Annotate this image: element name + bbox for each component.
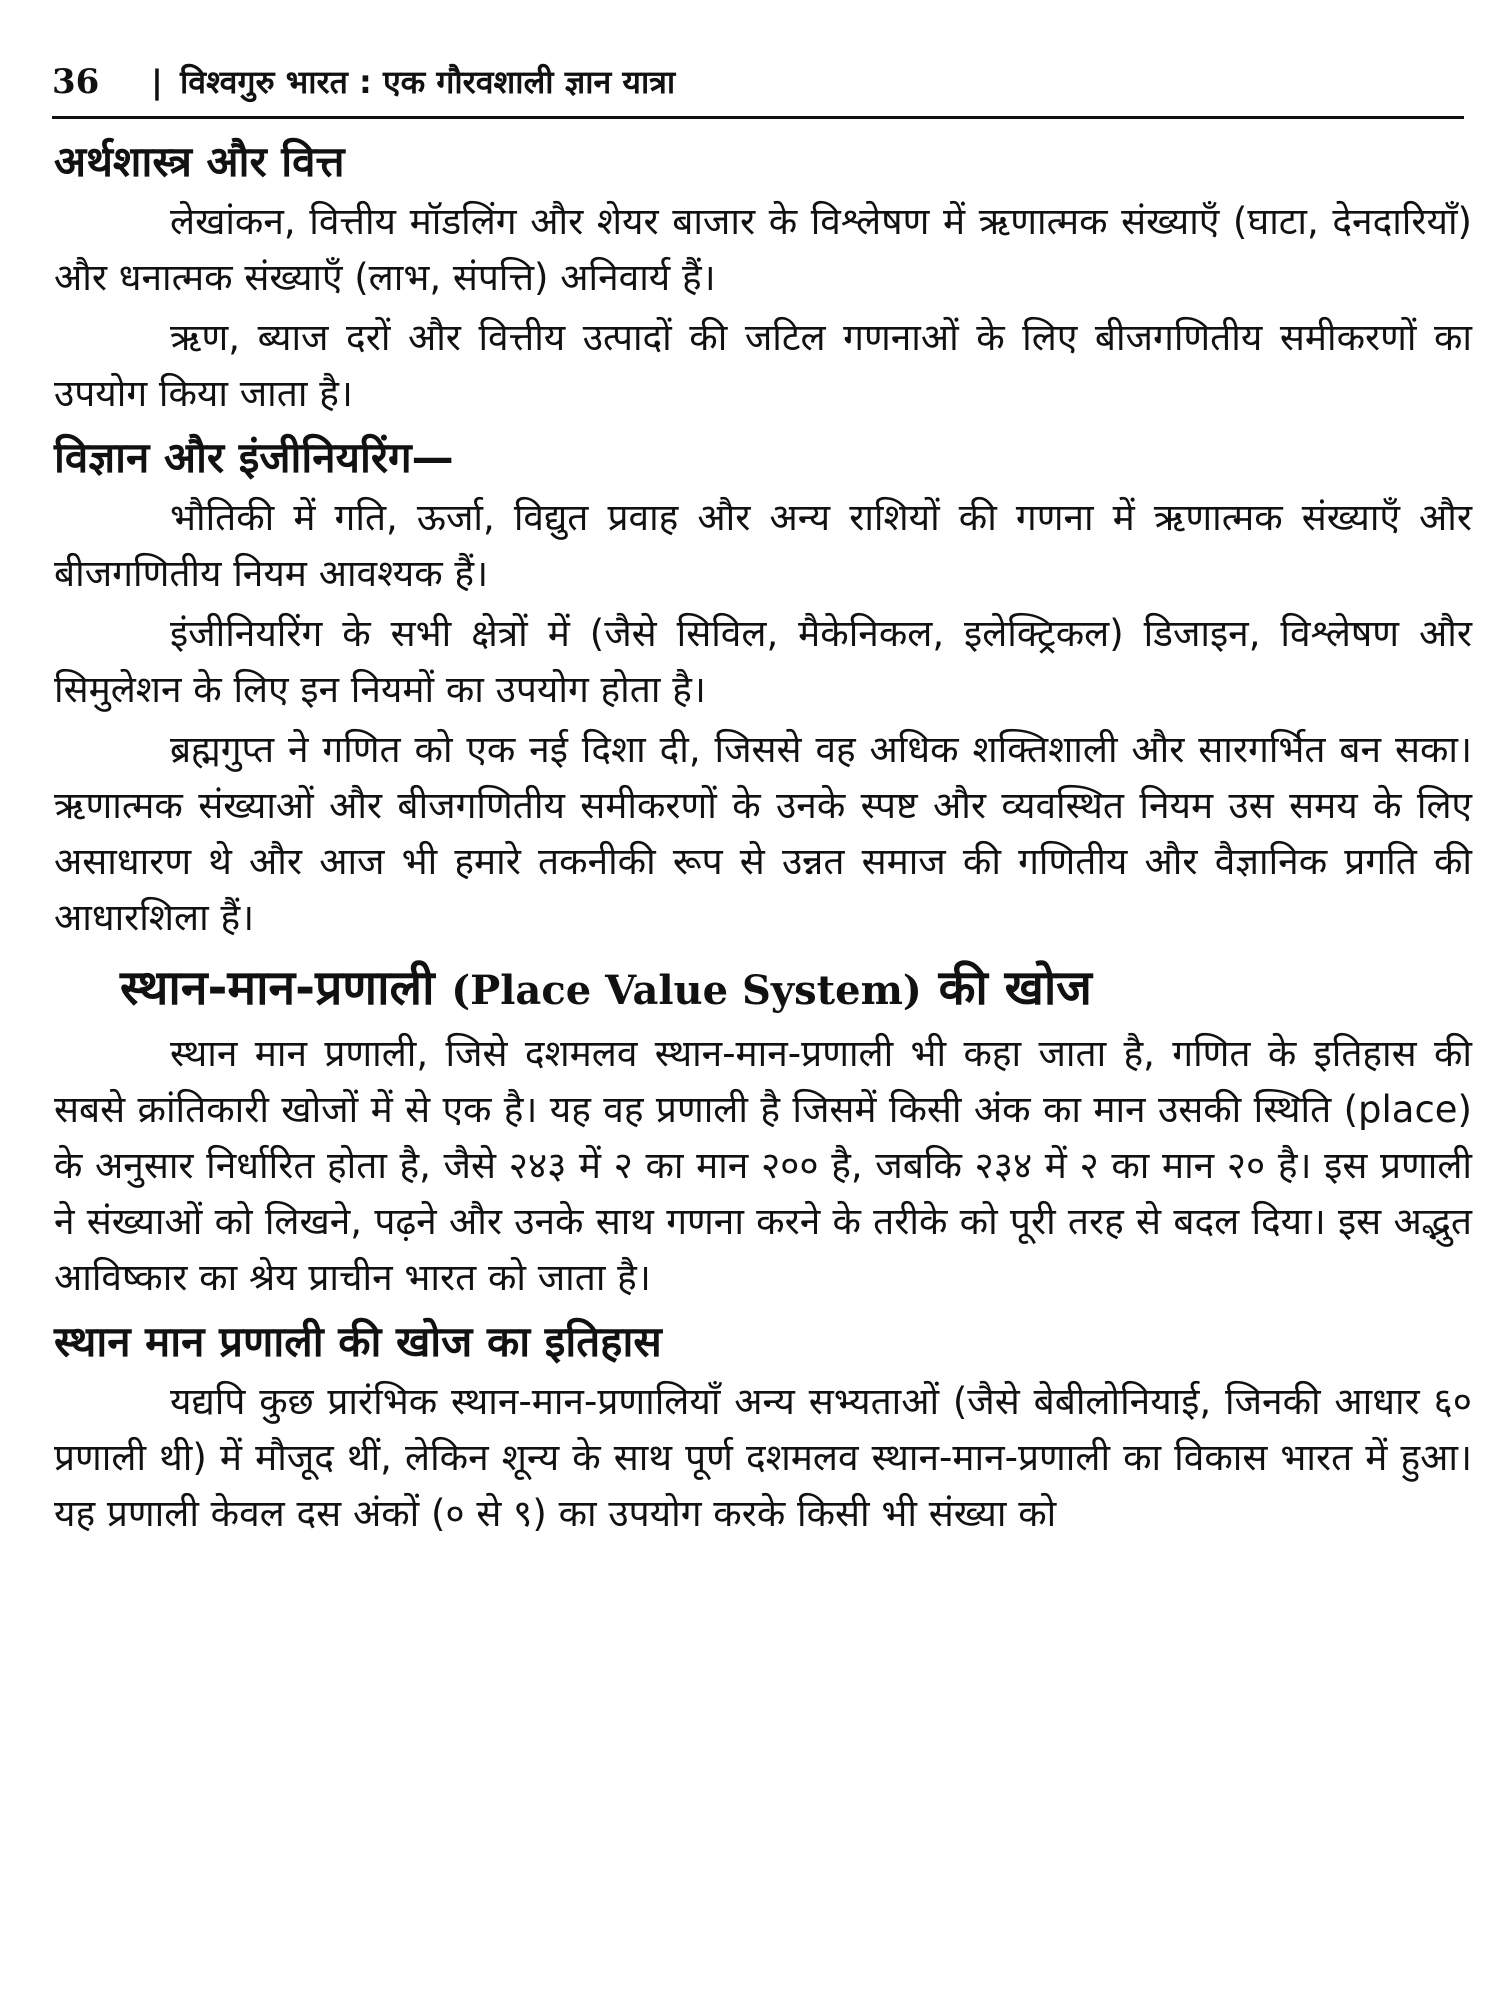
- paragraph-place-value-1: स्थान मान प्रणाली, जिसे दशमलव स्थान-मान-प्रणाली भी कहा जाता है, गणित के इतिहास की सबसे क्रांतिकारी खोजों में से एक है। यह वह प्रणाली है जिसमें किसी अंक का मान उसकी स्थिति (place) के अनुसार निर्धारित होता है, जैसे २४३ में २ का मान २०० है, जबकि २३४ में २ का मान २० है। इस प्रणाली ने संख्याओं को लिखने, पढ़ने और उनके साथ गणना करने के तरीके को पूरी तरह से बदल दिया। इस अद्भुत आविष्कार का श्रेय प्राचीन भारत को जाता है।: [54, 1032, 1472, 1299]
- heading-place-value-english: (Place Value System): [451, 967, 922, 1014]
- heading-science: विज्ञान और इंजीनियरिंग—: [54, 433, 454, 482]
- header-separator: |: [151, 63, 163, 101]
- paragraph-history-1: यद्यपि कुछ प्रारंभिक स्थान-मान-प्रणालियाँ अन्य सभ्यताओं (जैसे बेबीलोनियाई, जिनकी आधार ६० प्रणाली थी) में मौजूद थीं, लेकिन शून्य के साथ पूर्ण दशमलव स्थान-मान-प्रणाली का विकास भारत में हुआ। यह प्रणाली केवल दस अंकों (० से ९) का उपयोग करके किसी भी संख्या को: [54, 1380, 1472, 1535]
- paragraph-science-3: ब्रह्मगुप्त ने गणित को एक नई दिशा दी, जिससे वह अधिक शक्तिशाली और सारगर्भित बन सका। ऋणात्मक संख्याओं और बीजगणितीय समीकरणों के उनके स्पष्ट और व्यवस्थित नियम उस समय के लिए असाधारण थे और आज भी हमारे तकनीकी रूप से उन्नत समाज की गणितीय और वैज्ञानिक प्रगति की आधारशिला हैं।: [54, 728, 1472, 939]
- paragraph-science-2: इंजीनियरिंग के सभी क्षेत्रों में (जैसे सिविल, मैकेनिकल, इलेक्ट्रिकल) डिजाइन, विश्लेषण और सिमुलेशन के लिए इन नियमों का उपयोग होता है।: [54, 612, 1472, 711]
- book-title: विश्वगुरु भारत : एक गौरवशाली ज्ञान यात्रा: [180, 63, 676, 101]
- paragraph-finance-2: ऋण, ब्याज दरों और वित्तीय उत्पादों की जटिल गणनाओं के लिए बीजगणितीय समीकरणों का उपयोग किया जाता है।: [54, 316, 1472, 415]
- heading-place-value-suffix: की खोज: [938, 960, 1092, 1016]
- heading-place-value: [54, 950, 1472, 1026]
- running-header: [52, 52, 1472, 112]
- page-content: [54, 130, 1472, 1546]
- page-number: 36: [52, 62, 100, 102]
- paragraph-science-1: भौतिकी में गति, ऊर्जा, विद्युत प्रवाह और अन्य राशियों की गणना में ऋणात्मक संख्याएँ और बीजगणितीय नियम आवश्यक हैं।: [54, 496, 1472, 595]
- heading-place-value-hindi: स्थान-मान-प्रणाली: [120, 960, 435, 1016]
- header-rule: [52, 116, 1464, 119]
- paragraph-finance-1: लेखांकन, वित्तीय मॉडलिंग और शेयर बाजार के विश्लेषण में ऋणात्मक संख्याएँ (घाटा, देनदारियाँ) और धनात्मक संख्याएँ (लाभ, संपत्ति) अनिवार्य हैं।: [54, 200, 1472, 299]
- heading-history: स्थान मान प्रणाली की खोज का इतिहास: [54, 1317, 662, 1366]
- heading-finance: अर्थशास्त्र और वित्त: [54, 137, 345, 186]
